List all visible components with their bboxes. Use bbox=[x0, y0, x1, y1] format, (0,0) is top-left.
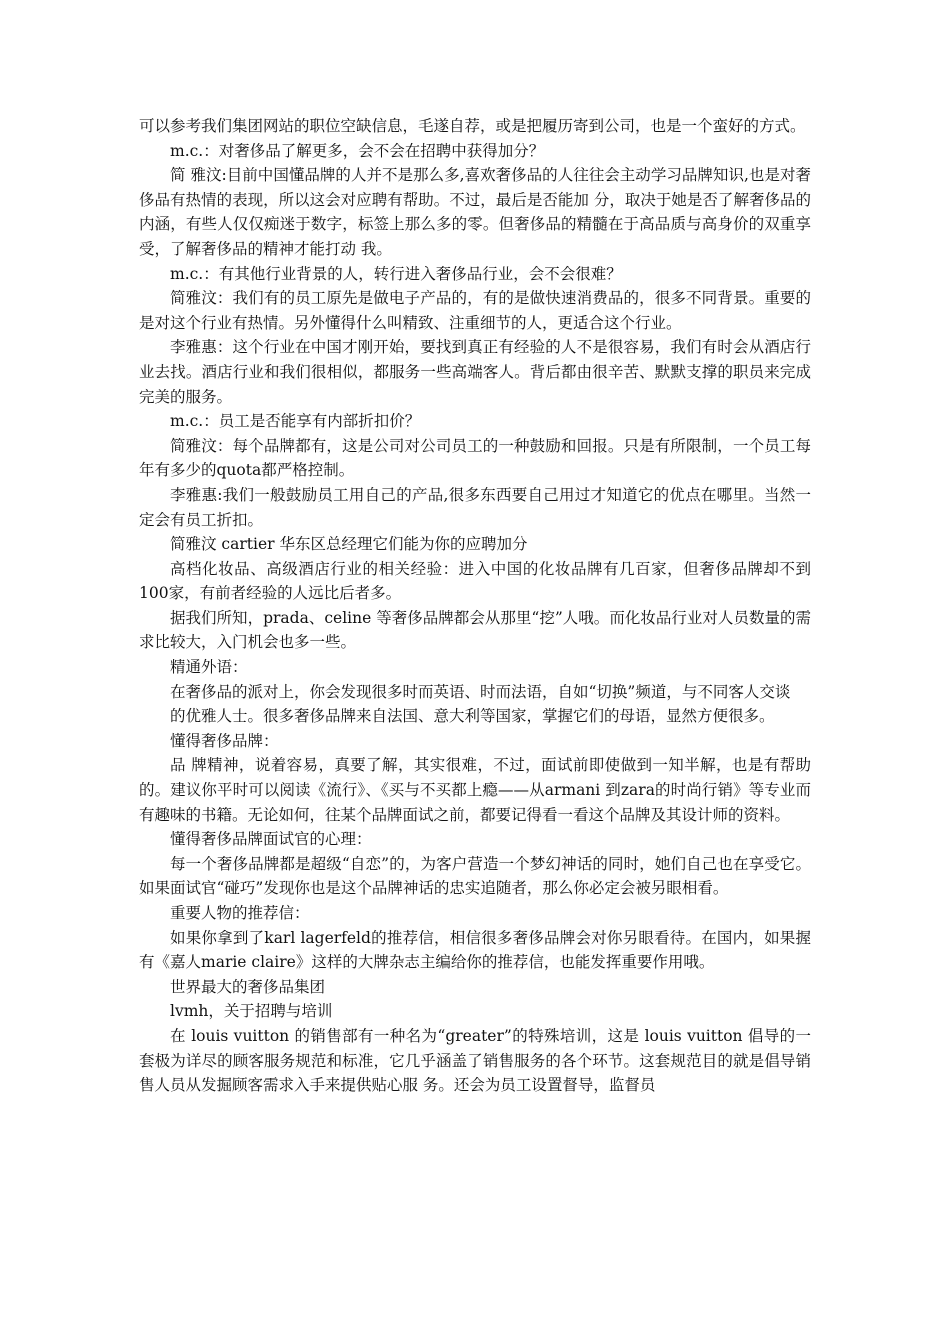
paragraph: 简雅汶：每个品牌都有，这是公司对公司员工的一种鼓励和回报。只是有所限制，一个员工每年有多少的quota都严格控制。 bbox=[139, 436, 811, 480]
paragraph: lvmh，关于招聘与培训 bbox=[170, 1002, 333, 1021]
paragraph: 李雅惠:我们一般鼓励员工用自己的产品,很多东西要自己用过才知道它的优点在哪里。当然一定会有员工折扣。 bbox=[139, 485, 811, 529]
paragraph: 如果你拿到了karl lagerfeld的推荐信，相信很多奢侈品牌会对你另眼看待。在国内，如果握有《嘉人marie claire》这样的大牌杂志主编给你的推荐信，也能发挥重要作用哦。 bbox=[139, 928, 811, 972]
paragraph: 每一个奢侈品牌都是超级“自恋”的，为客户营造一个梦幻神话的同时，她们自己也在享受它。如果面试官“碰巧”发现你也是这个品牌神话的忠实追随者，那么你必定会被另眼相看。 bbox=[139, 854, 811, 898]
paragraph: 据我们所知，prada、celine 等奢侈品牌都会从那里“挖”人哦。而化妆品行业对人员数量的需求比较大，入门机会也多一些。 bbox=[139, 608, 811, 652]
paragraph: 简 雅汶:目前中国懂品牌的人并不是那么多,喜欢奢侈品的人往往会主动学习品牌知识,也是对奢侈品有热情的表现，所以这会对应聘有帮助。不过，最后是否能加 分，取决于她是否了解奢侈品的内涵，有些人仅仅痴迷于数字，标签上那么多的零。但奢侈品的精髓在于高品质与高身价的双重享受，了解奢侈品的精神才能打动 我。 bbox=[139, 166, 811, 258]
paragraph: 懂得奢侈品牌面试官的心理： bbox=[170, 830, 372, 849]
paragraph: m.c.：员工是否能享有内部折扣价？ bbox=[170, 412, 421, 431]
paragraph: 简雅汶：我们有的员工原先是做电子产品的，有的是做快速消费品的，很多不同背景。重要的是对这个行业有热情。另外懂得什么叫精致、注重细节的人，更适合这个行业。 bbox=[139, 289, 811, 332]
paragraph: m.c.：有其他行业背景的人，转行进入奢侈品行业，会不会很难？ bbox=[170, 264, 622, 283]
paragraph: 的优雅人士。很多奢侈品牌来自法国、意大利等国家，掌握它们的母语，显然方便很多。 bbox=[170, 707, 775, 726]
document-body bbox=[139, 114, 811, 1098]
paragraph: 懂得奢侈品牌： bbox=[170, 731, 279, 750]
paragraph: 世界最大的奢侈品集团 bbox=[170, 977, 326, 996]
paragraph: 在 louis vuitton 的销售部有一种名为“greater”的特殊培训，这是 louis vuitton 倡导的一套极为详尽的顾客服务规范和标准，它几乎涵盖了销售服务的各个环节。这套规范目的就是倡导销售人员从发掘顾客需求入手来提供贴心服 务。还会为员工设置督导，监督员 bbox=[139, 1026, 811, 1095]
paragraph: 重要人物的推荐信： bbox=[170, 904, 310, 922]
paragraph: 简雅汶 cartier 华东区总经理它们能为你的应聘加分 bbox=[170, 535, 528, 554]
paragraph: 李雅惠：这个行业在中国才刚开始，要找到真正有经验的人不是很容易，我们有时会从酒店行业去找。酒店行业和我们很相似，都服务一些高端客人。背后都由很辛苦、默默支撑的职员来完成完美的服务。 bbox=[139, 338, 811, 406]
paragraph: m.c.：对奢侈品了解更多，会不会在招聘中获得加分？ bbox=[170, 141, 545, 160]
paragraph: 可以参考我们集团网站的职位空缺信息，毛遂自荐，或是把履历寄到公司，也是一个蛮好的方式。 bbox=[139, 117, 806, 135]
paragraph: 品 牌精神，说着容易，真要了解，其实很难，不过，面试前即使做到一知半解，也是有帮助的。建议你平时可以阅读《流行》、《买与不买都上瘾——从armani 到zara的时尚行销》等专业而有趣味的书籍。无论如何，往某个品牌面试之前，都要记得看一看这个品牌及其设计师的资料。 bbox=[139, 756, 811, 824]
paragraph: 精通外语： bbox=[170, 658, 248, 677]
paragraph: 高档化妆品、高级酒店行业的相关经验：进入中国的化妆品牌有几百家，但奢侈品牌却不到100家，有前者经验的人远比后者多。 bbox=[139, 559, 811, 603]
paragraph: 在奢侈品的派对上，你会发现很多时而英语、时而法语，自如“切换”频道，与不同客人交谈 bbox=[170, 682, 791, 701]
